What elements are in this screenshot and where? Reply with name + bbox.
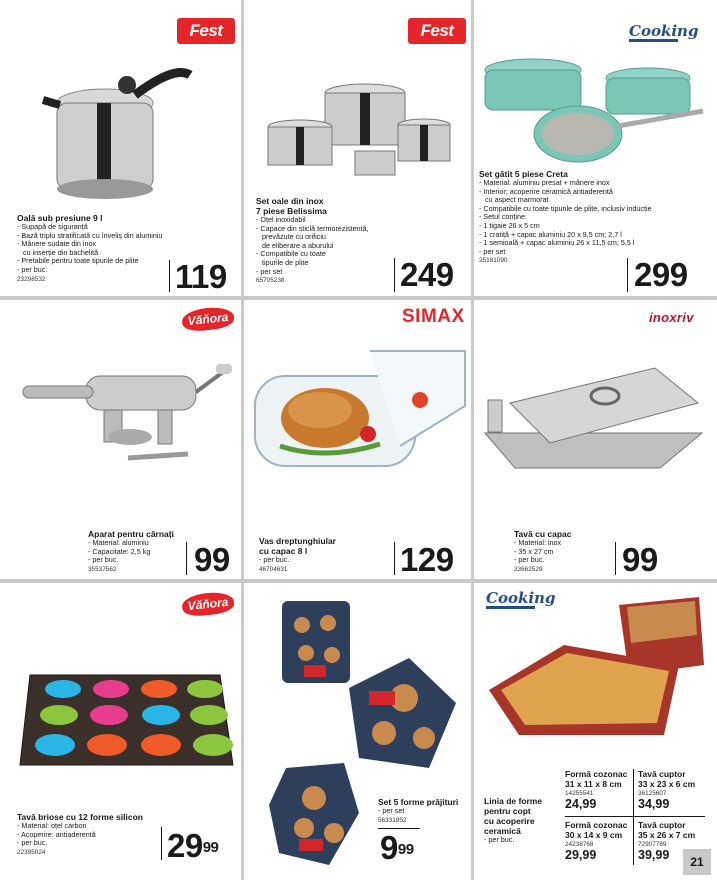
variant-item[interactable]	[638, 769, 713, 811]
price-divider	[615, 542, 616, 575]
product-code: 65705238	[256, 277, 285, 285]
price-divider	[394, 258, 395, 292]
variant-title: Formă cozonac 31 x 11 x 8 cm	[565, 769, 628, 789]
cookware-set-image	[252, 75, 467, 185]
page-number: 21	[683, 849, 711, 875]
cooking-logo: Cooking	[486, 589, 556, 607]
price-divider	[394, 542, 395, 575]
product-description: - Supapă de siguranță - Bază triplu stratificată cu înveliș din aluminiu - Mânere sudate din inox cu inserție din bachelită - Pretabile pentru toate tipurile de plite - per buc.	[17, 222, 163, 274]
simax-logo: SIMAX	[402, 306, 465, 327]
product-info	[17, 213, 182, 283]
price-divider	[186, 542, 187, 575]
product-description: - per buc.	[484, 835, 515, 844]
price-divider	[161, 827, 162, 860]
cookie-cutters-image	[244, 583, 471, 880]
variant-row-rule	[565, 816, 705, 817]
variant-title: Tavă cuptor 35 x 26 x 7 cm	[638, 820, 696, 840]
baking-forms-image	[479, 595, 714, 755]
fest-logo: Fest	[177, 18, 235, 44]
product-title: Set 5 forme prăjituri	[378, 797, 459, 807]
product-description: - Material: aluminiu presat + mânere inox - Interior: acoperire ceramică antiaderentă cu aspect marmorat - Compatibile cu toate tipurile de plite, inclusiv inducție - Setul conține: - 1 tigaie 26 x 5 cm - 1 cratiță + capac aluminiu 20 x 9,5 cm; 2,7 l - 1 semioală + capac aluminiu 26 x 11,5 cm; 5,5 l - per set	[479, 178, 652, 256]
product-title: Set gătit 5 piese Creta	[479, 169, 568, 179]
product-card-cookie-cutters[interactable]	[244, 583, 471, 880]
variant-price: 29,99	[565, 848, 597, 862]
cooking-logo: Cooking	[629, 22, 699, 40]
product-card-baking-forms[interactable]	[474, 583, 717, 880]
product-price: 119	[175, 258, 227, 295]
product-description: - Material: aluminiu - Capacitate: 2,5 kg - per buc.	[88, 538, 151, 565]
product-code: 33662529	[514, 565, 543, 573]
product-code: 35537562	[88, 565, 117, 573]
variant-item[interactable]	[565, 769, 633, 811]
product-description: - per buc.	[259, 555, 290, 564]
product-title: Vas dreptunghiular cu capac 8 l	[259, 536, 336, 556]
vanora-logo: Văňora	[181, 590, 235, 617]
product-card-glass-dish[interactable]	[244, 300, 471, 579]
product-code: 56331952	[378, 816, 407, 824]
product-info	[484, 796, 564, 845]
product-description: - Material: inox - 35 x 27 cm - per buc.	[514, 538, 562, 565]
product-title: Oală sub presiune 9 l	[17, 213, 103, 223]
product-title: Aparat pentru cârnați	[88, 529, 174, 539]
variant-divider	[633, 769, 634, 865]
variant-title: Formă cozonac 30 x 14 x 9 cm	[565, 820, 628, 840]
variant-title: Tavă cuptor 33 x 23 x 6 cm	[638, 769, 696, 789]
product-title: Linia de forme pentru copt cu acoperire ceramică	[484, 796, 543, 836]
fest-logo: Fest	[408, 18, 466, 44]
product-info	[378, 797, 471, 829]
product-title: Tavă briose cu 12 forme silicon	[17, 812, 143, 822]
product-code: 46704631	[259, 565, 288, 573]
product-price: $29^{99}$	[167, 827, 219, 864]
product-code: 22395024	[17, 848, 46, 856]
variant-price: 34,99	[638, 797, 670, 811]
product-price: 129	[400, 541, 454, 578]
product-title: Tavă cu capac	[514, 529, 572, 539]
tray-with-lid-image	[480, 348, 710, 478]
product-description: - Material: oțel carbon - Acoperire: antiaderentă - per buc.	[17, 821, 96, 848]
variant-price: 39,99	[638, 848, 670, 862]
product-info	[17, 812, 167, 856]
sausage-maker-image	[18, 362, 238, 472]
variant-code: 24238768	[565, 841, 594, 848]
price-divider	[627, 258, 628, 292]
product-title: Set oale din inox 7 piese Belissima	[256, 196, 327, 216]
pressure-cooker-image	[35, 55, 205, 205]
product-price: 249	[400, 256, 454, 293]
product-card-tray-with-lid[interactable]	[474, 300, 717, 579]
product-card-creta-set[interactable]	[474, 0, 717, 296]
variant-code: 36125607	[638, 790, 667, 797]
muffin-tray-image	[15, 665, 240, 775]
product-price: 299	[634, 256, 688, 293]
product-card-pressure-cooker[interactable]	[0, 0, 241, 296]
product-info	[259, 536, 369, 573]
vanora-logo: Văňora	[181, 305, 235, 332]
variant-code: 14255541	[565, 790, 594, 797]
product-code: 25181090	[479, 257, 508, 265]
product-description: - Oțel inoxidabil - Capace din sticlă termorezistentă, prevăzute cu orificiu de eliberare a aburului - Compatibile cu toate tipurile de plite - per set	[256, 215, 369, 276]
product-price: 99	[194, 541, 230, 578]
variant-price: 24,99	[565, 797, 597, 811]
product-description: - per set	[378, 806, 405, 815]
product-card-sausage-maker[interactable]	[0, 300, 241, 579]
product-price: 99	[622, 541, 658, 578]
inoxriv-logo: inoxriv	[649, 310, 694, 325]
product-info	[514, 529, 624, 573]
variant-item[interactable]	[565, 820, 633, 862]
product-info	[479, 169, 714, 264]
variant-code: 72907769	[638, 841, 667, 848]
product-info	[256, 196, 406, 284]
product-card-muffin-tray[interactable]	[0, 583, 241, 880]
product-price: $9^{99}$	[380, 829, 414, 866]
price-divider	[169, 260, 170, 292]
product-card-cookware-set[interactable]	[244, 0, 471, 296]
glass-dish-image	[250, 346, 470, 471]
creta-cookware-image	[478, 56, 713, 166]
product-code: 23298532	[17, 275, 46, 283]
product-info	[88, 529, 188, 573]
